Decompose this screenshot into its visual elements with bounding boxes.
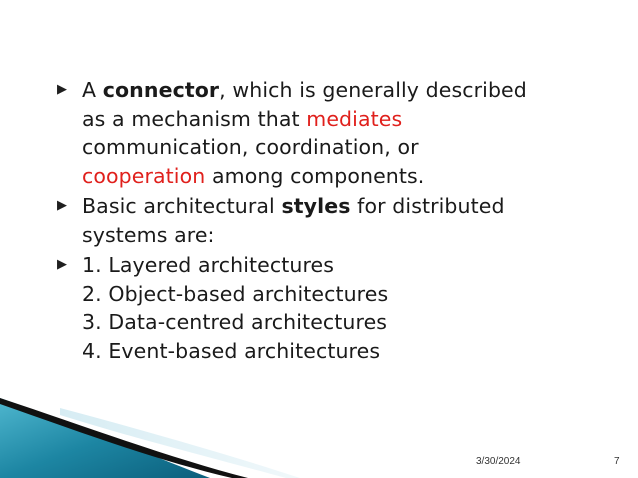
text-line: A connector, which is generally described [82, 78, 527, 102]
highlight-cooperation: cooperation [82, 163, 206, 188]
bullet-text [82, 192, 505, 249]
triangle-bullet-icon: ▶ [57, 257, 67, 272]
text-line: systems are: [82, 222, 215, 247]
text-line: Basic architectural styles for distributed [82, 194, 505, 218]
bullet-styles [55, 192, 615, 249]
slide-number: 7 [614, 456, 620, 467]
list-item: 2. Object-based architectures [82, 281, 389, 306]
text-line: communication, coordination, or [82, 135, 419, 159]
slide-date: 3/30/2024 [476, 456, 521, 467]
highlight-mediates: mediates [306, 106, 403, 131]
triangle-bullet-icon: ▶ [57, 82, 67, 97]
architecture-list [82, 251, 388, 365]
list-item: 1. Layered architectures [82, 253, 335, 277]
keyword-connector: connector [102, 78, 220, 102]
bullet-list [55, 76, 615, 367]
triangle-bullet-icon: ▶ [57, 198, 67, 213]
list-item: 4. Event-based architectures [82, 338, 381, 363]
list-item: 3. Data-centred architectures [82, 310, 388, 334]
bullet-connector [55, 76, 615, 190]
text-line: cooperation among components. [82, 163, 425, 188]
keyword-styles: styles [281, 194, 351, 218]
bullet-architectures [55, 251, 615, 365]
bullet-text [82, 76, 527, 190]
text-line: as a mechanism that mediates [82, 106, 403, 131]
